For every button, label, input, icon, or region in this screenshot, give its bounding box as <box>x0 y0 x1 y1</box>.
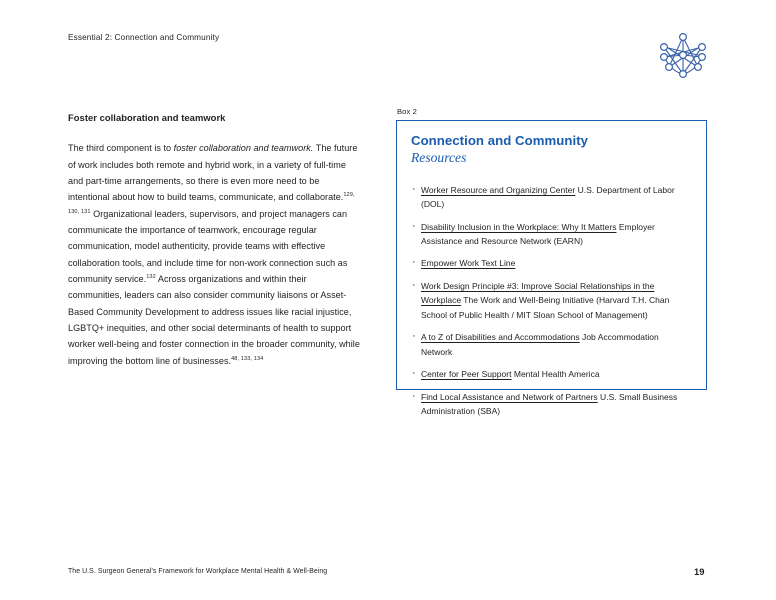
box-label: Box 2 <box>397 107 417 116</box>
resource-org: Mental Health America <box>511 369 600 380</box>
resource-org: The Work and Well-Being Initiative (Harvard T.H. Chan School of Public Health / MIT Sloan School of Management) <box>421 295 670 320</box>
left-text-column <box>68 112 360 369</box>
citation-sup-3: 48, 133, 134 <box>231 355 264 362</box>
resource-link[interactable]: Empower Work Text Line <box>421 258 516 269</box>
list-item <box>411 390 692 418</box>
resource-link[interactable]: Find Local Assistance and Network of Partners <box>421 391 598 402</box>
section-heading: Foster collaboration and teamwork <box>68 112 226 123</box>
citation-sup-1: 129, 130, 131 <box>68 192 355 215</box>
resource-link[interactable]: Disability Inclusion in the Workplace: Why It Matters <box>421 221 617 232</box>
list-item <box>411 256 692 270</box>
running-head: Essential 2: Connection and Community <box>68 33 220 42</box>
page-number: 19 <box>694 566 705 577</box>
list-item <box>411 183 692 211</box>
par-seg-1: The third component is to <box>68 143 174 154</box>
resource-link[interactable]: Center for Peer Support <box>421 369 512 380</box>
resource-link[interactable]: Worker Resource and Organizing Center <box>421 184 576 195</box>
box-title: Connection and Community <box>411 133 589 148</box>
resources-box <box>396 120 707 417</box>
par-italic-1: foster collaboration and teamwork. <box>173 143 314 154</box>
resource-org: U.S. Department of Labor (DOL) <box>421 184 675 209</box>
network-nodes-logo <box>652 26 714 84</box>
par-seg-3: Organizational leaders, supervisors, and project managers can communicate the importance of teamwork, encourage regular communication, model authenticity, provide teams with effective collaboration tools, and include time for non-work connection such as community service. <box>68 208 348 284</box>
resource-link[interactable]: A to Z of Disabilities and Accommodations <box>421 332 580 343</box>
resource-org: Employer Assistance and Resource Network (EARN) <box>421 221 655 246</box>
resource-link[interactable]: Work Design Principle #3: Improve Social Relationships in the Workplace <box>421 281 655 306</box>
box-subtitle: Resources <box>411 150 467 166</box>
par-seg-2: The future of work includes both remote and hybrid work, in a variety of full-time and part-time arrangements, so there is even more need to be intentional about how to build teams, communicate, and collaborate. <box>68 143 358 203</box>
list-item <box>411 330 692 358</box>
list-item <box>411 220 692 248</box>
footer-text: The U.S. Surgeon General's Framework for Workplace Mental Health & Well-Being <box>68 568 328 575</box>
resource-org: U.S. Small Business Administration (SBA) <box>421 391 678 417</box>
citation-sup-2: 132 <box>146 273 156 280</box>
resources-list <box>411 183 692 419</box>
list-item <box>411 279 692 322</box>
par-seg-4: Across organizations and within their communities, leaders can also consider community liaisons or Asset-Based Community Development to address issues like racial injustice, LGBTQ+ inequities, and other social determinants of health to support worker well-being and foster connection in the broader community, while improving the bottom line of businesses. <box>68 273 360 366</box>
resource-org: Job Accommodation Network <box>421 332 659 357</box>
list-item <box>411 367 692 381</box>
body-paragraph <box>68 140 360 369</box>
